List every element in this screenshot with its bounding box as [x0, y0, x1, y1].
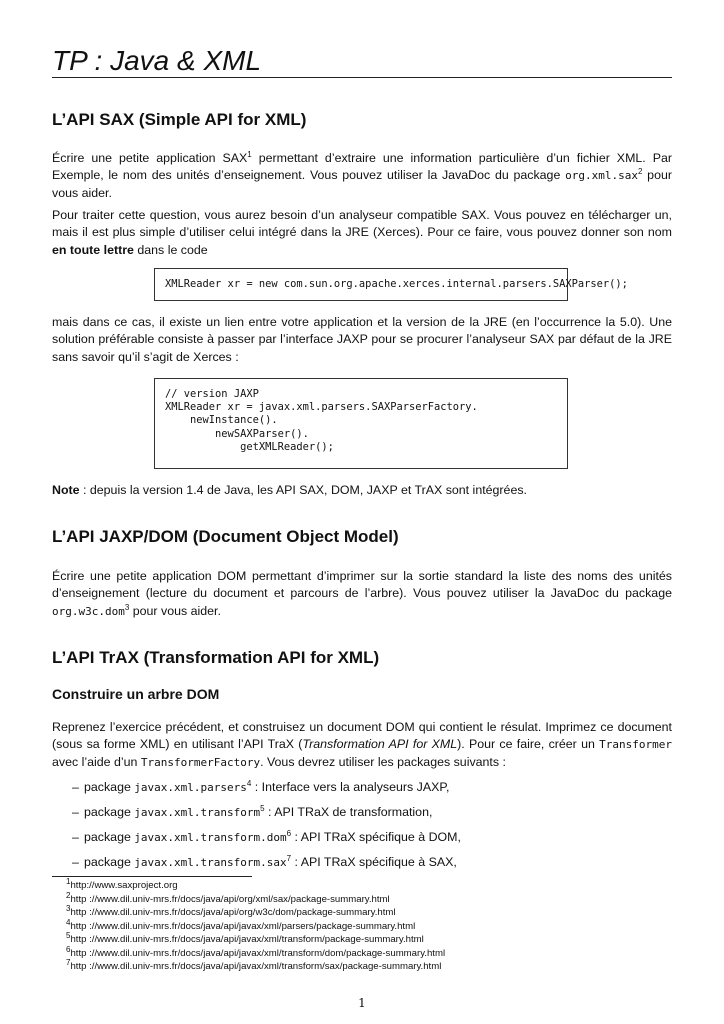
- text: pour vous aider.: [52, 168, 672, 200]
- footnote[interactable]: [66, 944, 446, 960]
- package-code: javax.xml.parsers: [134, 781, 247, 794]
- footnote-number: 5: [66, 930, 71, 940]
- subsection-heading: Construire un arbre DOM: [52, 686, 220, 702]
- list-item: [72, 830, 461, 844]
- text: package: [84, 805, 135, 819]
- footnote-ref-6[interactable]: 6: [286, 828, 292, 838]
- text: package: [84, 855, 135, 869]
- text: . Vous devrez utiliser les packages suivants :: [260, 754, 506, 769]
- footnote-link[interactable]: http://www.saxproject.org: [70, 880, 178, 891]
- package-code: javax.xml.transform: [134, 806, 261, 819]
- text: : API TRaX de transformation,: [264, 805, 433, 819]
- package-code: org.w3c.dom: [52, 604, 125, 618]
- text: Écrire une petite application SAX: [52, 151, 248, 165]
- text: pour vous aider.: [129, 603, 221, 618]
- text: Reprenez l’exercice précédent, et construisez un document DOM qui contient le résulat. Imprimez ce document (sous sa forme XML) en utilisant l’API TraX (: [52, 720, 672, 752]
- footnote-link[interactable]: http ://www.dil.univ-mrs.fr/docs/java/api/org/w3c/dom/package-summary.html: [70, 907, 396, 918]
- footnote-ref-3[interactable]: 3: [124, 602, 130, 612]
- footnote-ref-2[interactable]: 2: [637, 167, 643, 177]
- footnote-number: 6: [66, 944, 71, 954]
- paragraph-dom: [52, 568, 672, 620]
- class-code: TransformerFactory: [140, 755, 261, 769]
- footnote-ref-4[interactable]: 4: [246, 778, 252, 788]
- text: Pour traiter cette question, vous aurez besoin d’un analyseur compatible SAX. Vous pouvez en télécharger un, mais il est plus simple d’utiliser celui intégré dans la JRE (Xerces). Pour ce faire, vous pouvez donner son nom: [52, 208, 672, 240]
- text: permettant d’extraire une information particulière d’un fichier XML. Par Exemple, le nom des unités d’enseignement. Vous pouvez utiliser la JavaDoc du package: [52, 151, 672, 183]
- text: ). Pour ce faire, créer un: [457, 737, 600, 752]
- footnote-number: 1: [66, 876, 71, 886]
- class-code: Transformer: [599, 738, 673, 752]
- footnote[interactable]: [66, 876, 178, 892]
- page-title: TP : Java & XML: [52, 44, 672, 78]
- list-dash: –: [72, 855, 79, 869]
- footnote[interactable]: [66, 917, 416, 933]
- text: : depuis la version 1.4 de Java, les API SAX, DOM, JAXP et TrAX sont intégrées.: [79, 483, 527, 497]
- footnote-number: 3: [66, 903, 71, 913]
- note-label: Note: [52, 483, 80, 497]
- footnote-link[interactable]: http ://www.dil.univ-mrs.fr/docs/java/api/org/xml/sax/package-summary.html: [70, 893, 390, 905]
- text: : API TRaX spécifique à SAX,: [291, 855, 457, 869]
- footnote-ref-1[interactable]: 1: [247, 149, 252, 159]
- footnote[interactable]: [66, 890, 390, 906]
- italic-text: Transformation API for XML: [302, 737, 458, 752]
- text: : Interface vers la analyseurs JAXP,: [251, 780, 450, 794]
- package-code: javax.xml.transform.dom: [134, 831, 287, 844]
- footnote-number: 7: [66, 957, 71, 967]
- footnote-ref-7[interactable]: 7: [286, 853, 292, 863]
- code-block-jaxp: // version JAXP XMLReader xr = javax.xml.parsers.SAXParserFactory. newInstance(). newSAXParser(). getXMLReader();: [154, 378, 568, 469]
- list-item: [72, 805, 432, 819]
- text: Écrire une petite application DOM permettant d’imprimer sur la sortie standard la liste des noms des unités d’enseignement (lecture du document et parcours de l’arbre). Vous pouvez utiliser la JavaDoc du package: [52, 569, 672, 601]
- page-number: 1: [358, 996, 366, 1010]
- text: package: [84, 830, 135, 844]
- code-block-saxparser: XMLReader xr = new com.sun.org.apache.xerces.internal.parsers.SAXParser();: [154, 268, 568, 301]
- footnote[interactable]: [66, 957, 442, 973]
- package-code: javax.xml.transform.sax: [134, 856, 287, 869]
- footnote[interactable]: [66, 903, 396, 919]
- paragraph-sax-intro: [52, 150, 672, 202]
- text: package: [84, 780, 135, 794]
- footnote-link[interactable]: http ://www.dil.univ-mrs.fr/docs/java/api/javax/xml/parsers/package-summary.html: [70, 920, 416, 932]
- bold-text: en toute lettre: [52, 242, 134, 257]
- paragraph-sax-parser: [52, 207, 672, 259]
- footnote-number: 2: [66, 890, 71, 900]
- paragraph-trax: [52, 719, 672, 771]
- footnote-link[interactable]: http ://www.dil.univ-mrs.fr/docs/java/api/javax/xml/transform/sax/package-summary.html: [70, 961, 442, 972]
- text: dans le code: [133, 242, 208, 257]
- section-heading-sax: L’API SAX (Simple API for XML): [52, 110, 307, 129]
- text: : API TRaX spécifique à DOM,: [291, 830, 461, 844]
- footnote-number: 4: [66, 917, 71, 927]
- footnote-link[interactable]: http ://www.dil.univ-mrs.fr/docs/java/api/javax/xml/transform/dom/package-summary.html: [70, 947, 446, 959]
- footnote-link[interactable]: http ://www.dil.univ-mrs.fr/docs/java/api/javax/xml/transform/package-summary.html: [70, 934, 424, 945]
- package-code: org.xml.sax: [565, 169, 638, 183]
- text: avec l’aide d’un: [52, 754, 141, 769]
- list-item: [72, 780, 449, 794]
- list-item: [72, 855, 457, 869]
- note-paragraph: [52, 482, 672, 499]
- list-dash: –: [72, 830, 79, 844]
- footnote[interactable]: [66, 930, 424, 946]
- list-dash: –: [72, 805, 79, 819]
- paragraph-jaxp: mais dans ce cas, il existe un lien entre votre application et la version de la JRE (en l’occurrence la 5.0). Une solution préférable consiste à passer par l’interface JAXP pour se procurer l’analyseur SAX par défaut de la JRE sans savoir qu’il s’agit de Xerces :: [52, 315, 672, 364]
- footnote-divider: [52, 876, 252, 877]
- list-dash: –: [72, 780, 79, 794]
- section-heading-dom: L’API JAXP/DOM (Document Object Model): [52, 527, 399, 546]
- section-heading-trax: L’API TrAX (Transformation API for XML): [52, 648, 380, 667]
- footnote-ref-5[interactable]: 5: [260, 803, 265, 813]
